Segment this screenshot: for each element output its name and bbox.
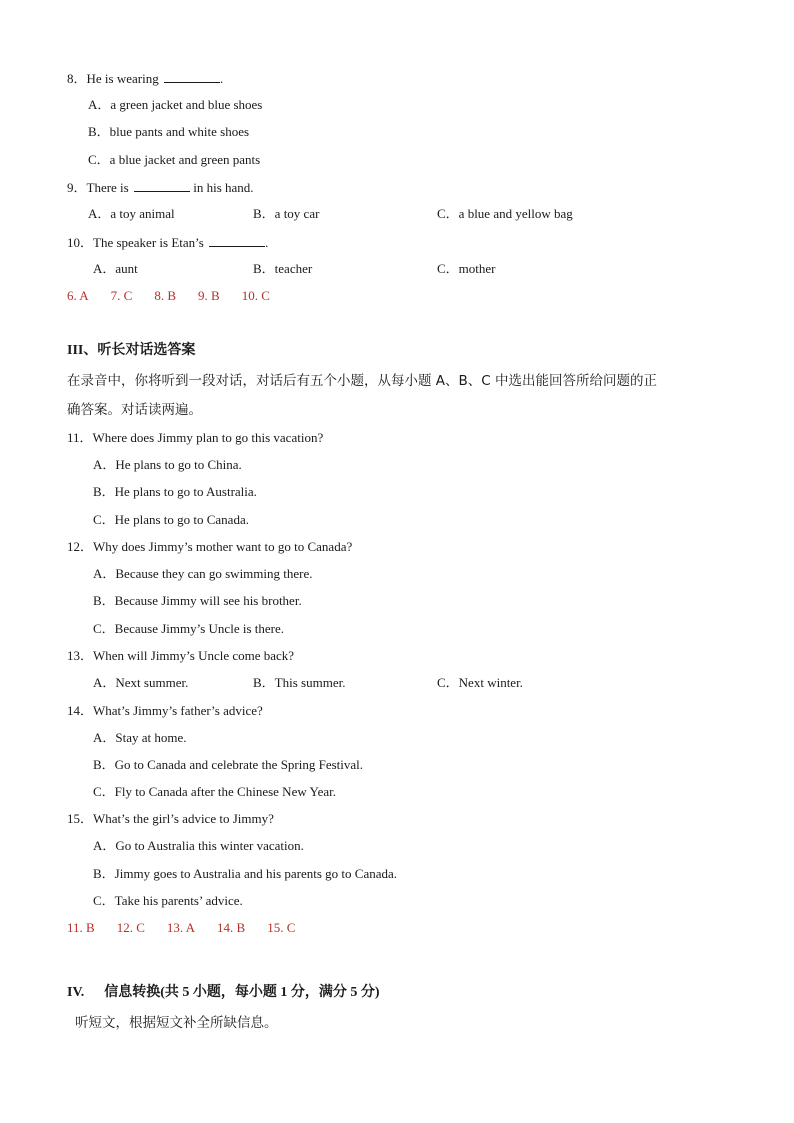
option-a: A．Go to Australia this winter vacation. [93, 838, 304, 853]
answer-item: 7. C [110, 288, 133, 303]
option-b: B．Jimmy goes to Australia and his parents go to Canada. [93, 866, 398, 881]
question-stem: 9．There is [67, 180, 129, 195]
question-stem: 8．He is wearing [67, 71, 159, 86]
option-c: C．Next winter. [437, 675, 523, 690]
section-title: 信息转换(共 5 小题，每小题 1 分，满分 5 分) [104, 985, 380, 1000]
answer-item: 11. B [67, 920, 95, 935]
question-8: 8．He is wearing . [67, 71, 224, 86]
answer-blank [134, 179, 190, 192]
question-11: 11．Where does Jimmy plan to go this vacation? [67, 430, 324, 445]
option-a: A．a green jacket and blue shoes [88, 97, 263, 112]
option-a: A．a toy animal [88, 206, 175, 221]
option-b: B．Because Jimmy will see his brother. [93, 593, 302, 608]
answer-item: 12. C [116, 920, 145, 935]
option-c: C．Fly to Canada after the Chinese New Year. [93, 784, 336, 799]
option-c: C．Take his parents’ advice. [93, 893, 243, 908]
section-heading [67, 985, 380, 1001]
option-b: B．a toy car [253, 206, 320, 221]
answer-item: 6. A [67, 288, 89, 303]
section-heading: III、听长对话选答案 [67, 343, 196, 358]
option-a: A．Stay at home. [93, 730, 187, 745]
option-b: B．teacher [253, 261, 313, 276]
answer-item: 8. B [154, 288, 177, 303]
answer-item: 9. B [198, 288, 220, 303]
section-number: IV. [67, 985, 85, 1000]
option-a: A．He plans to go to China. [93, 457, 242, 472]
question-13: 13．When will Jimmy’s Uncle come back? [67, 648, 295, 663]
option-b: B．blue pants and white shoes [88, 124, 250, 139]
question-10: 10．The speaker is Etan’s . [67, 235, 269, 250]
option-a: A．Next summer. [93, 675, 189, 690]
question-14: 14．What’s Jimmy’s father’s advice? [67, 703, 263, 718]
option-c: C．mother [437, 261, 496, 276]
option-b: B．Go to Canada and celebrate the Spring Festival. [93, 757, 364, 772]
answer-blank [209, 234, 265, 247]
option-b: B．He plans to go to Australia. [93, 484, 257, 499]
question-9: 9．There is in his hand. [67, 180, 254, 195]
answer-item: 15. C [267, 920, 296, 935]
option-c: C．a blue jacket and green pants [88, 152, 261, 167]
answer-item: 10. C [241, 288, 270, 303]
question-15: 15．What’s the girl’s advice to Jimmy? [67, 811, 274, 826]
answer-key [67, 288, 292, 304]
section-instructions: 在录音中，你将听到一段对话，对话后有五个小题，从每小题 A、B、C 中选出能回答所给问题的正 [67, 373, 658, 389]
question-stem: 10．The speaker is Etan’s [67, 235, 204, 250]
answer-key [67, 920, 317, 936]
option-a: A．aunt [93, 261, 138, 276]
answer-item: 13. A [166, 920, 196, 935]
option-c: C．a blue and yellow bag [437, 206, 573, 221]
option-a: A．Because they can go swimming there. [93, 566, 313, 581]
answer-item: 14. B [217, 920, 246, 935]
section-instructions: 听短文，根据短文补全所缺信息。 [75, 1015, 278, 1031]
question-12: 12．Why does Jimmy’s mother want to go to Canada? [67, 539, 353, 554]
option-c: C．Because Jimmy’s Uncle is there. [93, 621, 284, 636]
section-instructions: 确答案。对话读两遍。 [67, 402, 202, 418]
answer-blank [164, 70, 220, 83]
option-b: B．This summer. [253, 675, 346, 690]
option-c: C．He plans to go to Canada. [93, 512, 249, 527]
